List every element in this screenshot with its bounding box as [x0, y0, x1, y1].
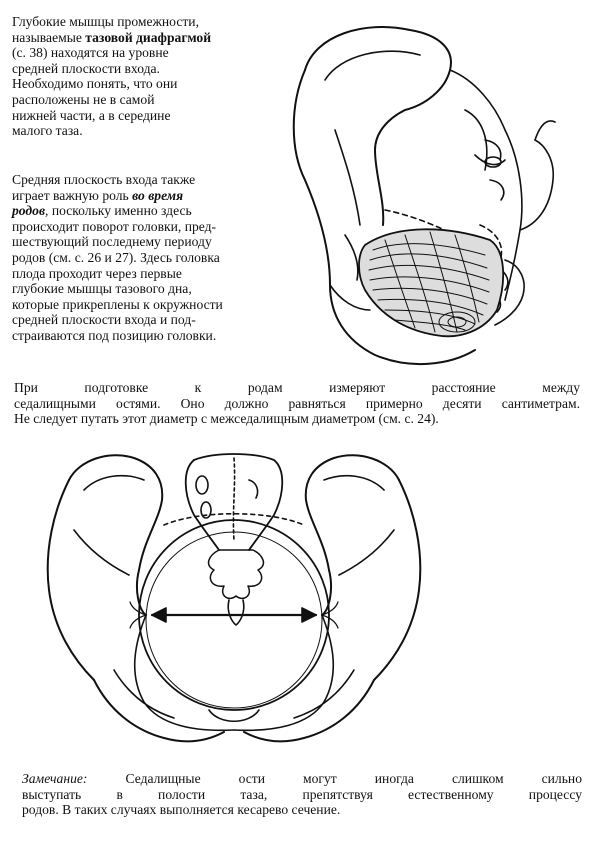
pelvic-floor-muscle-icon	[359, 229, 503, 336]
text-line	[22, 771, 582, 787]
text-line: глубокие мышцы тазового дна,	[12, 281, 192, 297]
text-line: шествующий последнему периоду	[12, 234, 212, 250]
pelvis-side-illustration	[235, 10, 580, 380]
text-line: седалищными остями. Оно должно равняться примерно десяти сантиметрам.	[14, 395, 580, 411]
text-line: Не следует путать этот диаметр с межседалищным диаметром (см. с. 24).	[14, 411, 439, 427]
text-line: страиваются под позицию головки.	[12, 327, 217, 343]
text-line: Необходимо понять, что они	[12, 76, 178, 92]
text-line: родов (см. с. 26 и 27). Здесь головка	[12, 249, 220, 265]
text-line: нижней части, а в середине	[12, 107, 171, 123]
text-line: которые прикреплены к окружности	[12, 296, 223, 312]
text-run: называемые	[12, 29, 86, 45]
bold-italic-term: родов	[12, 203, 46, 219]
text-line: родов. В таких случаях выполняется кесарево сечение.	[22, 802, 341, 818]
paragraph-note	[22, 771, 582, 818]
bold-term: тазовой диафрагмой	[85, 29, 212, 45]
text-line: происходит поворот головки, пред-	[12, 218, 217, 234]
text-run: Седалищные ости могут иногда слишком сильно	[87, 771, 582, 786]
paragraph-interspinous-measurement	[14, 380, 580, 427]
text-line: (с. 38) находятся на уровне	[12, 45, 169, 61]
text-line: Средняя плоскость входа также	[12, 172, 196, 187]
text-run: , поскольку именно здесь	[45, 203, 192, 219]
text-line: При подготовке к родам измеряют расстояние между	[14, 380, 580, 395]
text-run: играет важную роль	[12, 187, 133, 203]
bold-italic-term: во время	[132, 187, 184, 203]
note-label: Замечание:	[22, 771, 88, 786]
paragraph-pelvic-diaphragm	[12, 14, 262, 139]
text-line: плода проходит через первые	[12, 265, 182, 281]
text-line: средней плоскости входа и под-	[12, 312, 196, 328]
interspinous-arrow-icon	[152, 608, 316, 622]
text-line	[12, 30, 262, 46]
text-line: расположены не в самой	[12, 91, 155, 107]
text-line: выступать в полости таза, препятствуя естественному процессу	[22, 786, 582, 802]
text-line: Глубокие мышцы промежности,	[12, 14, 199, 29]
text-line: малого таза.	[12, 123, 83, 139]
text-line: средней плоскости входа.	[12, 60, 160, 76]
pelvis-front-illustration	[34, 440, 434, 760]
